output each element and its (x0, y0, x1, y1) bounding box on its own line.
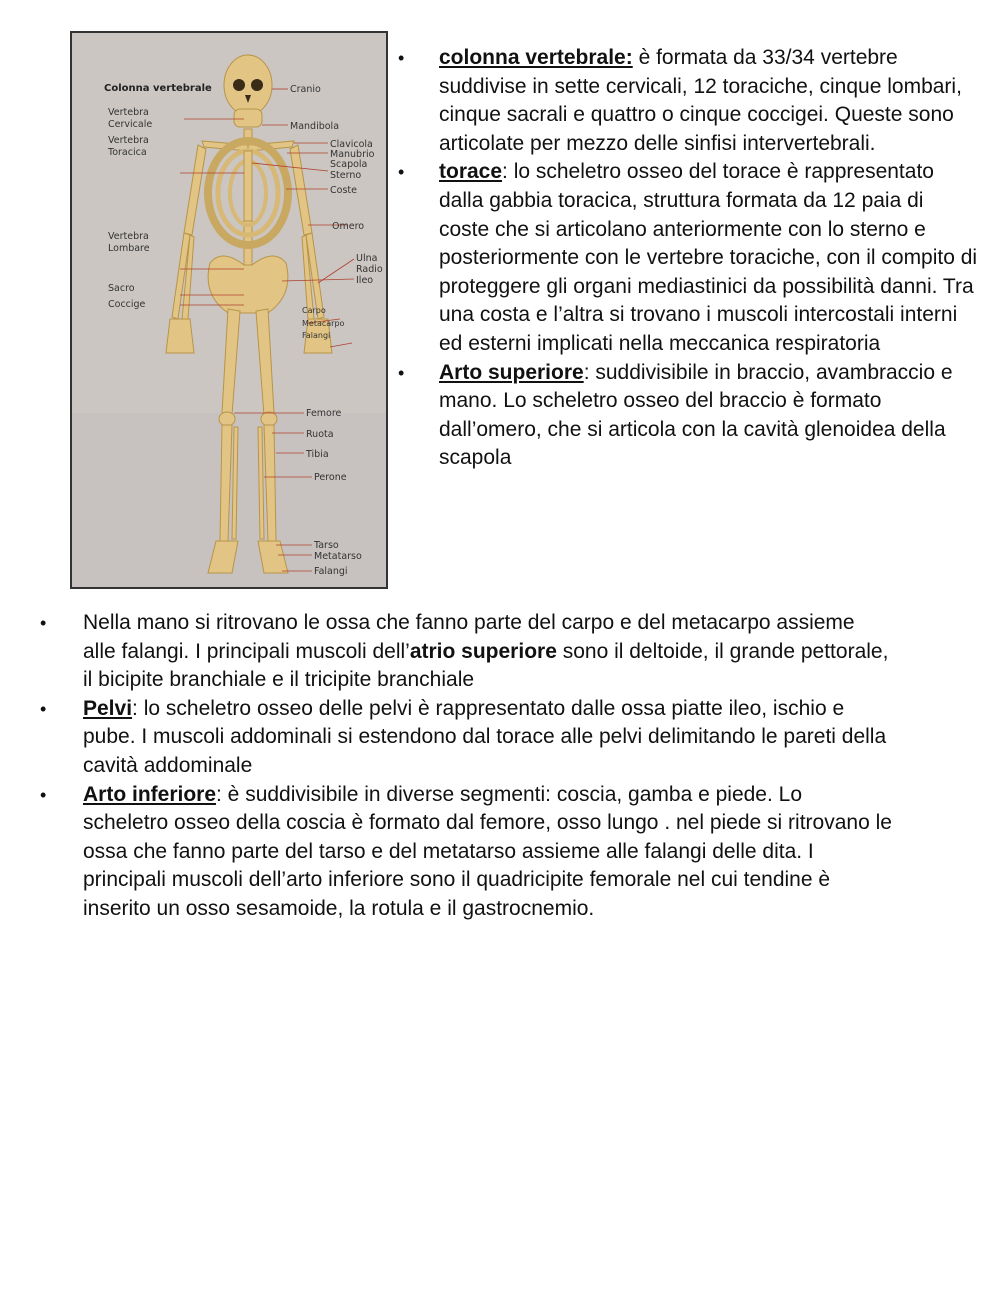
bullet-mano (40, 609, 893, 695)
text-arto-superiore: : suddivisibile in braccio, avambraccio e mano. Lo scheletro osseo del braccio è formato dall’omero, che si articola con la cavità glenoidea della scapola (439, 360, 953, 470)
text-arto-inferiore: : è suddivisibile in diverse segmenti: coscia, gamba e piede. Lo scheletro osseo della coscia è formato dal femore, osso lungo . nel piede si ritrovano le ossa che fanno parte del tarso e del metatarso assieme alle falangi delle dita. I principali muscoli dell’arto inferiore sono il quadricipite femorale nel cui tendine è inserito un osso sesamoide, la rotula e il gastrocnemio. (83, 782, 892, 920)
label-manubrio: Manubrio (330, 149, 375, 160)
label-cranio: Cranio (290, 84, 321, 95)
label-coste: Coste (330, 185, 357, 196)
label-metacarpo: Metacarpo (302, 319, 345, 328)
skull-shape (224, 55, 272, 115)
bullet-symbol: • (40, 784, 47, 805)
term-arto-inferiore: Arto inferiore (83, 782, 217, 806)
label-ulna: Ulna (356, 253, 378, 264)
text-mano-before: Nella mano si ritrovano le ossa che fanno parte del carpo e del metacarpo assieme alle falangi. I principali muscoli dell’ (83, 611, 855, 663)
label-vertebra-toracica-1: Vertebra (108, 135, 149, 146)
term-arto-superiore: Arto superiore (439, 360, 584, 384)
bottom-bullet-list (40, 609, 893, 924)
label-ileo: Ileo (356, 275, 374, 286)
label-coccige: Coccige (108, 299, 146, 310)
label-tarso: Tarso (314, 540, 339, 551)
label-vertebra-toracica-2: Toracica (108, 147, 147, 158)
bullet-symbol: • (40, 698, 47, 719)
top-bullet-list (398, 44, 979, 473)
term-atrio-superiore: atrio superiore (409, 639, 557, 663)
label-vertebra-lombare-2: Lombare (108, 243, 150, 254)
label-mandibola: Mandibola (290, 121, 340, 132)
text-torace: : lo scheletro osseo del torace è rappresentato dalla gabbia toracica, struttura formata da 12 paia di coste che si articolano anteriormente con lo sterno e posteriormente con le vertebre toraciche, con il compito di proteggere gli organi mediastinici da possibilità danni. Tra una costa e l’altra si trovano i muscoli intercostali interni ed esterni implicati nella meccanica respiratoria (439, 160, 978, 355)
label-falangi-mano: Falangi (302, 331, 331, 340)
label-ruota: Ruota (306, 429, 334, 440)
bullet-colonna-vertebrale (398, 44, 979, 158)
term-colonna-vertebrale: colonna vertebrale: (439, 46, 633, 69)
skeleton-figure (70, 31, 388, 589)
label-sacro: Sacro (108, 283, 135, 294)
bullet-torace (398, 158, 979, 358)
bullet-symbol: • (398, 48, 405, 68)
label-metatarso: Metatarso (314, 551, 362, 562)
term-pelvi: Pelvi (83, 696, 133, 720)
text-pelvi: : lo scheletro osseo delle pelvi è rappresentato dalle ossa piatte ileo, ischio e pube. I muscoli addominali si estendono dal torace alle pelvi delimitando le pareti della cavità addominale (83, 696, 887, 777)
bullet-arto-inferiore (40, 781, 893, 924)
label-vertebra-lombare-1: Vertebra (108, 231, 149, 242)
label-falangi-piede: Falangi (314, 566, 348, 577)
label-radio: Radio (356, 264, 383, 275)
label-sterno: Sterno (330, 170, 362, 181)
label-femore: Femore (306, 408, 342, 419)
skeleton-illustration (72, 33, 386, 587)
term-torace: torace (439, 160, 503, 184)
label-carpo: Carpo (302, 306, 326, 315)
label-scapola: Scapola (330, 159, 368, 170)
label-colonna-vertebrale: Colonna vertebrale (104, 83, 212, 94)
label-tibia: Tibia (306, 449, 329, 460)
label-vertebra-cervicale-2: Cervicale (108, 119, 153, 130)
text-mano-after: sono il deltoide, il grande pettorale, il bicipite branchiale e il tricipite branchiale (83, 639, 889, 692)
label-perone: Perone (314, 472, 347, 483)
text-colonna-vertebrale: è formata da 33/34 vertebre suddivise in sette cervicali, 12 toraciche, cinque lombari, cinque sacrali e quattro o cinque coccigei. Queste sono articolate per mezzo delle sinfisi intervertebrali. (439, 46, 962, 155)
label-clavicola: Clavicola (330, 139, 373, 150)
bullet-arto-superiore (398, 359, 979, 473)
bullet-symbol: • (398, 162, 405, 183)
label-omero: Omero (332, 221, 365, 232)
bullet-pelvi (40, 695, 893, 781)
bullet-symbol: • (398, 362, 405, 383)
label-vertebra-cervicale-1: Vertebra (108, 107, 149, 118)
bullet-symbol: • (40, 613, 47, 633)
